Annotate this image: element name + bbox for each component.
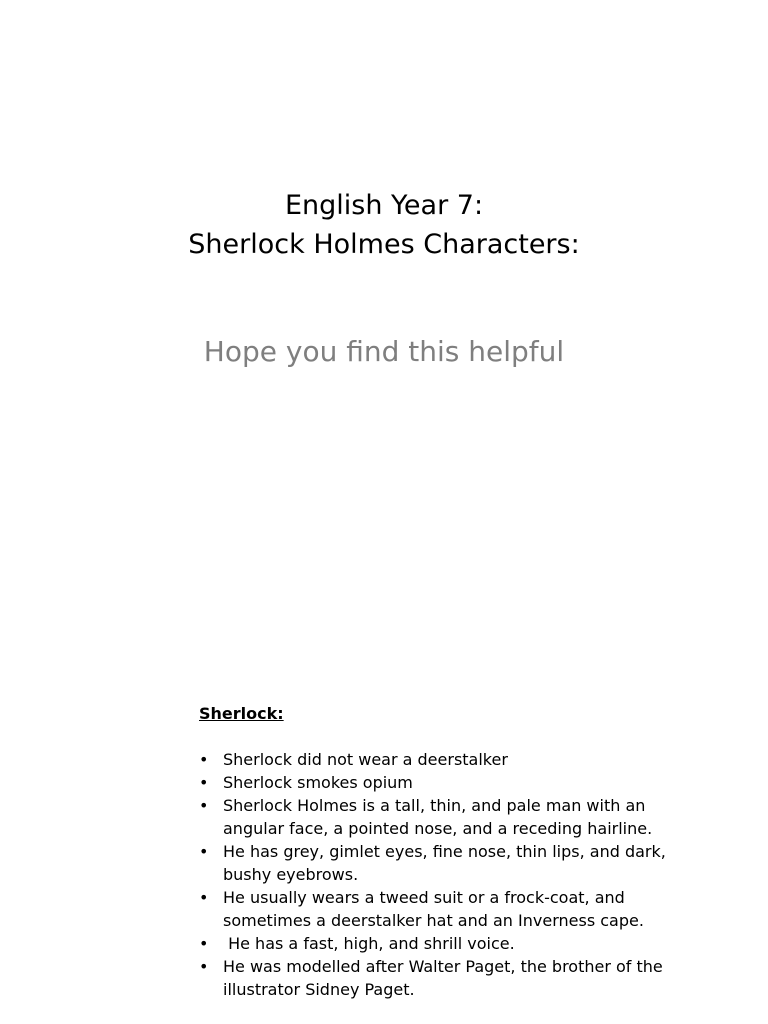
slide-subtitle: Hope you find this helpful (203, 335, 565, 368)
list-item (199, 794, 669, 840)
list-item-text: He has a fast, high, and shrill voice. (223, 934, 515, 953)
list-item-text: Sherlock Holmes is a tall, thin, and pale man with an angular face, a pointed nose, and a receding hairline. (223, 796, 653, 838)
bullet-list (199, 748, 669, 1001)
section-heading: Sherlock: (199, 704, 284, 723)
title-line-1: English Year 7: (284, 190, 484, 221)
list-item-text: Sherlock did not wear a deerstalker (223, 750, 508, 769)
bullet-icon: • (199, 796, 209, 815)
content-slide (0, 512, 768, 1024)
list-item-text: Sherlock smokes opium (223, 773, 413, 792)
list-item-text: He has grey, gimlet eyes, fine nose, thin lips, and dark, bushy eyebrows. (223, 842, 666, 884)
list-item (199, 748, 669, 771)
bullet-icon: • (199, 934, 209, 953)
bullet-icon: • (199, 750, 209, 769)
slide-title (0, 186, 768, 264)
list-item-text: He was modelled after Walter Paget, the brother of the illustrator Sidney Paget. (223, 957, 663, 999)
list-item (199, 886, 669, 932)
list-item (199, 955, 669, 1001)
bullet-icon: • (199, 888, 209, 907)
list-item (199, 771, 669, 794)
bullet-icon: • (199, 842, 209, 861)
list-item (199, 840, 669, 886)
bullet-icon: • (199, 773, 209, 792)
list-item-text: He usually wears a tweed suit or a frock-coat, and sometimes a deerstalker hat and an Inverness cape. (223, 888, 644, 930)
title-line-2: Sherlock Holmes Characters: (188, 229, 580, 260)
content-body (199, 702, 669, 1001)
bullet-icon: • (199, 957, 209, 976)
list-item (199, 932, 669, 955)
